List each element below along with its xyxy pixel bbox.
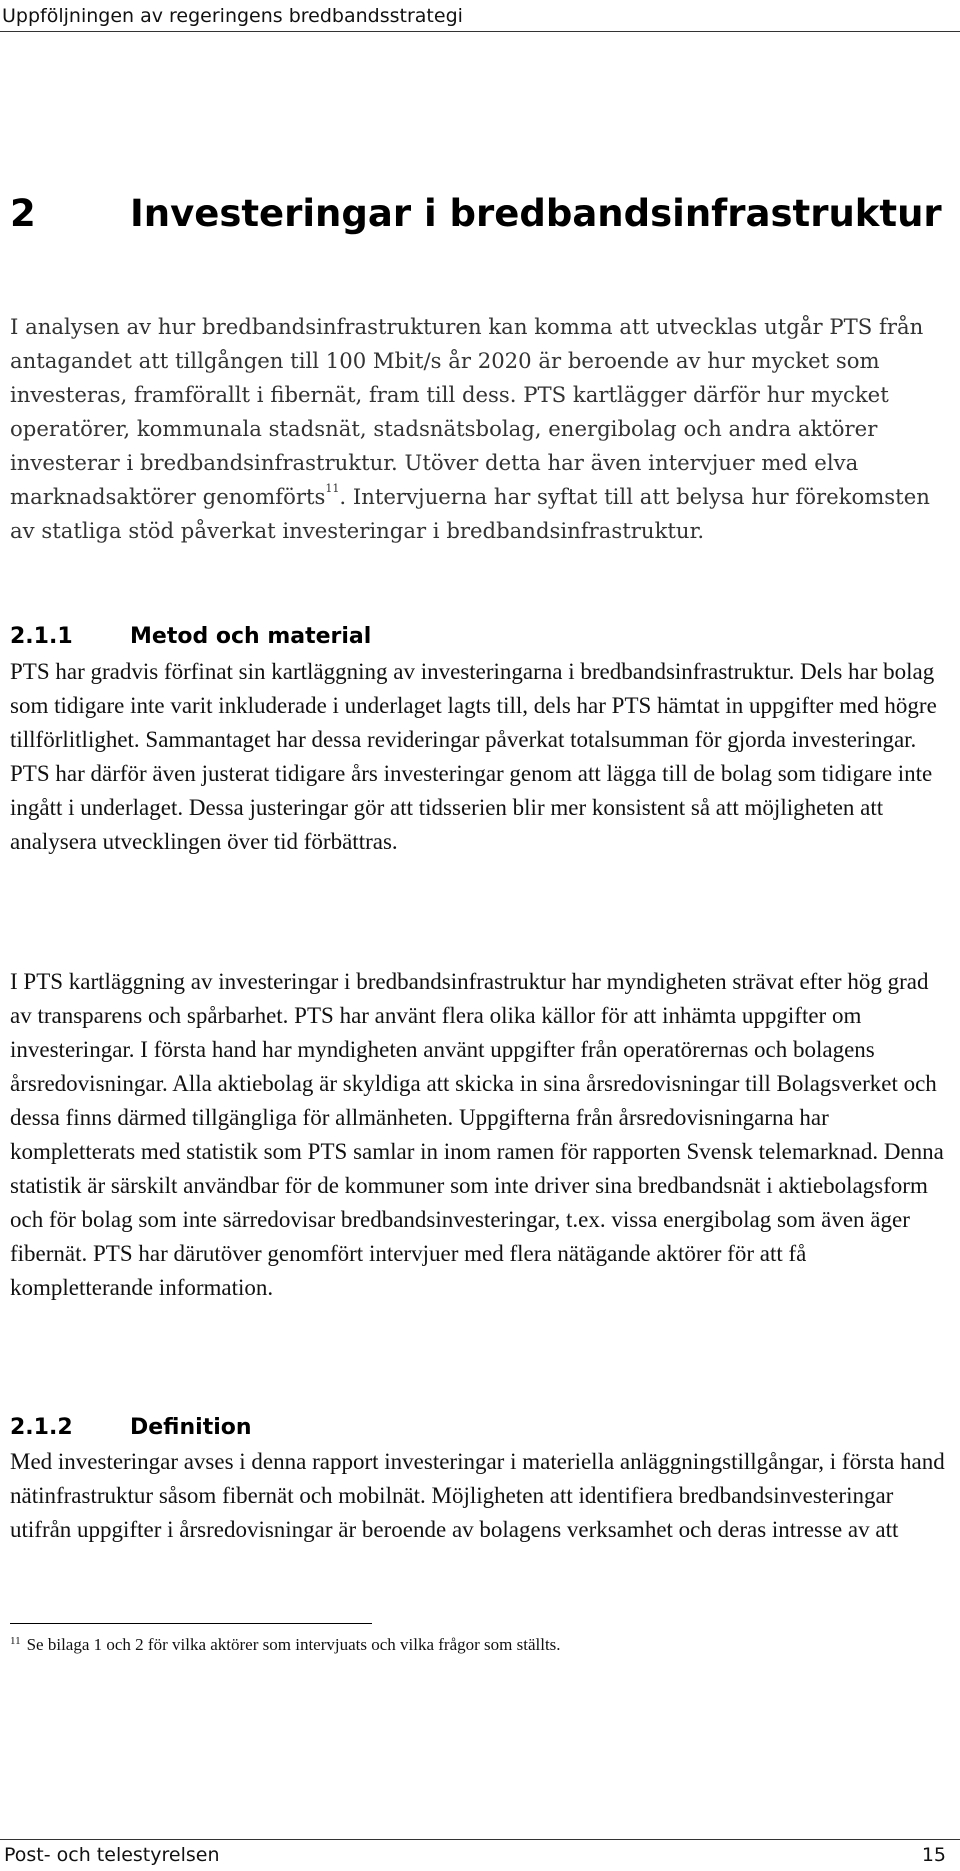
page-number: 15 bbox=[921, 1844, 946, 1866]
footnote-reference[interactable]: 11 bbox=[325, 482, 340, 495]
chapter-number: 2 bbox=[10, 192, 36, 235]
section-number: 2.1.2 bbox=[10, 1415, 73, 1440]
section-heading-method bbox=[10, 622, 945, 652]
intro-text-continued: . Intervjuerna har syftat till att belysa hur förekomsten av statliga stöd påverkat investeringar i bredbandsinfrastruktur. bbox=[10, 484, 930, 543]
footnote-separator bbox=[10, 1623, 372, 1624]
intro-text: I analysen av hur bredbandsinfrastrukturen kan komma att utvecklas utgår PTS från antagandet att tillgången till 100 Mbit/s år 2020 är beroende av hur mycket som investeras, framförallt i fibernät, fram till dess. PTS kartlägger därför hur mycket operatörer, kommunala stadsnät, stadsnätsbolag, energibolag och andra aktörer investerar i bredbandsinfrastruktur. Utöver detta har även intervjuer med elva marknadsaktörer genomförts bbox=[10, 314, 924, 509]
page-footer bbox=[0, 1839, 960, 1871]
chapter-title: Investeringar i bredbandsinfrastruktur bbox=[130, 192, 942, 235]
section-title: Metod och material bbox=[130, 624, 372, 649]
method-paragraph-2: I PTS kartläggning av investeringar i bredbandsinfrastruktur har myndigheten strävat efter hög grad av transparens och spårbarhet. PTS har använt flera olika källor för att inhämta uppgifter om investeringar. I första hand har myndigheten använt uppgifter från operatörernas och bolagens årsredovisningar. Alla aktiebolag är skyldiga att skicka in sina årsredovisningar till Bolagsverket och dessa finns därmed tillgängliga för allmänheten. Uppgifterna från årsredovisningarna har kompletterats med statistik som PTS samlar in inom ramen för rapporten Svensk telemarknad. Denna statistik är särskilt användbar för de kommuner som inte driver sina bredbandsnät i aktiebolagsform och för bolag som inte särredovisar bredbandsinvesteringar, t.ex. vissa energibolag som även äger fibernät. PTS har därutöver genomfört intervjuer med flera nätägande aktörer för att få kompletterande information. bbox=[10, 969, 944, 1300]
footer-organization: Post- och telestyrelsen bbox=[4, 1844, 220, 1866]
running-header-title: Uppföljningen av regeringens bredbandsstrategi bbox=[2, 5, 463, 27]
footnote-number: 11 bbox=[10, 1635, 21, 1647]
definition-paragraph: Med investeringar avses i denna rapport investeringar i materiella anläggningstillgångar, i första hand nätinfrastruktur såsom fibernät och mobilnät. Möjligheten att identifiera bredbandsinvesteringar utifrån uppgifter i årsredovisningar är beroende av bolagens verksamhet och deras intresse av att bbox=[10, 1449, 945, 1542]
running-header bbox=[0, 0, 960, 32]
section-number: 2.1.1 bbox=[10, 624, 73, 649]
method-paragraph-1: PTS har gradvis förfinat sin kartläggning av investeringarna i bredbandsinfrastruktur. Dels har bolag som tidigare inte varit inkluderade i underlaget lagts till, dels har PTS hämtat in uppgifter med högre tillförlitlighet. Sammantaget har dessa revideringar påverkat totalsumman för gjorda investeringar. PTS har därför även justerat tidigare års investeringar genom att lägga till de bolag som tidigare inte ingått i underlaget. Dessa justeringar gör att tidsserien blir mer konsistent så att möjligheten att analysera utvecklingen över tid förbättras. bbox=[10, 659, 937, 854]
footnote-text: Se bilaga 1 och 2 för vilka aktörer som intervjuats och vilka frågor som ställts. bbox=[26, 1635, 561, 1654]
footnote bbox=[10, 1633, 945, 1657]
section-title: Definition bbox=[130, 1415, 252, 1440]
intro-paragraph bbox=[10, 310, 945, 548]
chapter-heading bbox=[10, 190, 950, 238]
section-heading-definition bbox=[10, 1413, 945, 1443]
